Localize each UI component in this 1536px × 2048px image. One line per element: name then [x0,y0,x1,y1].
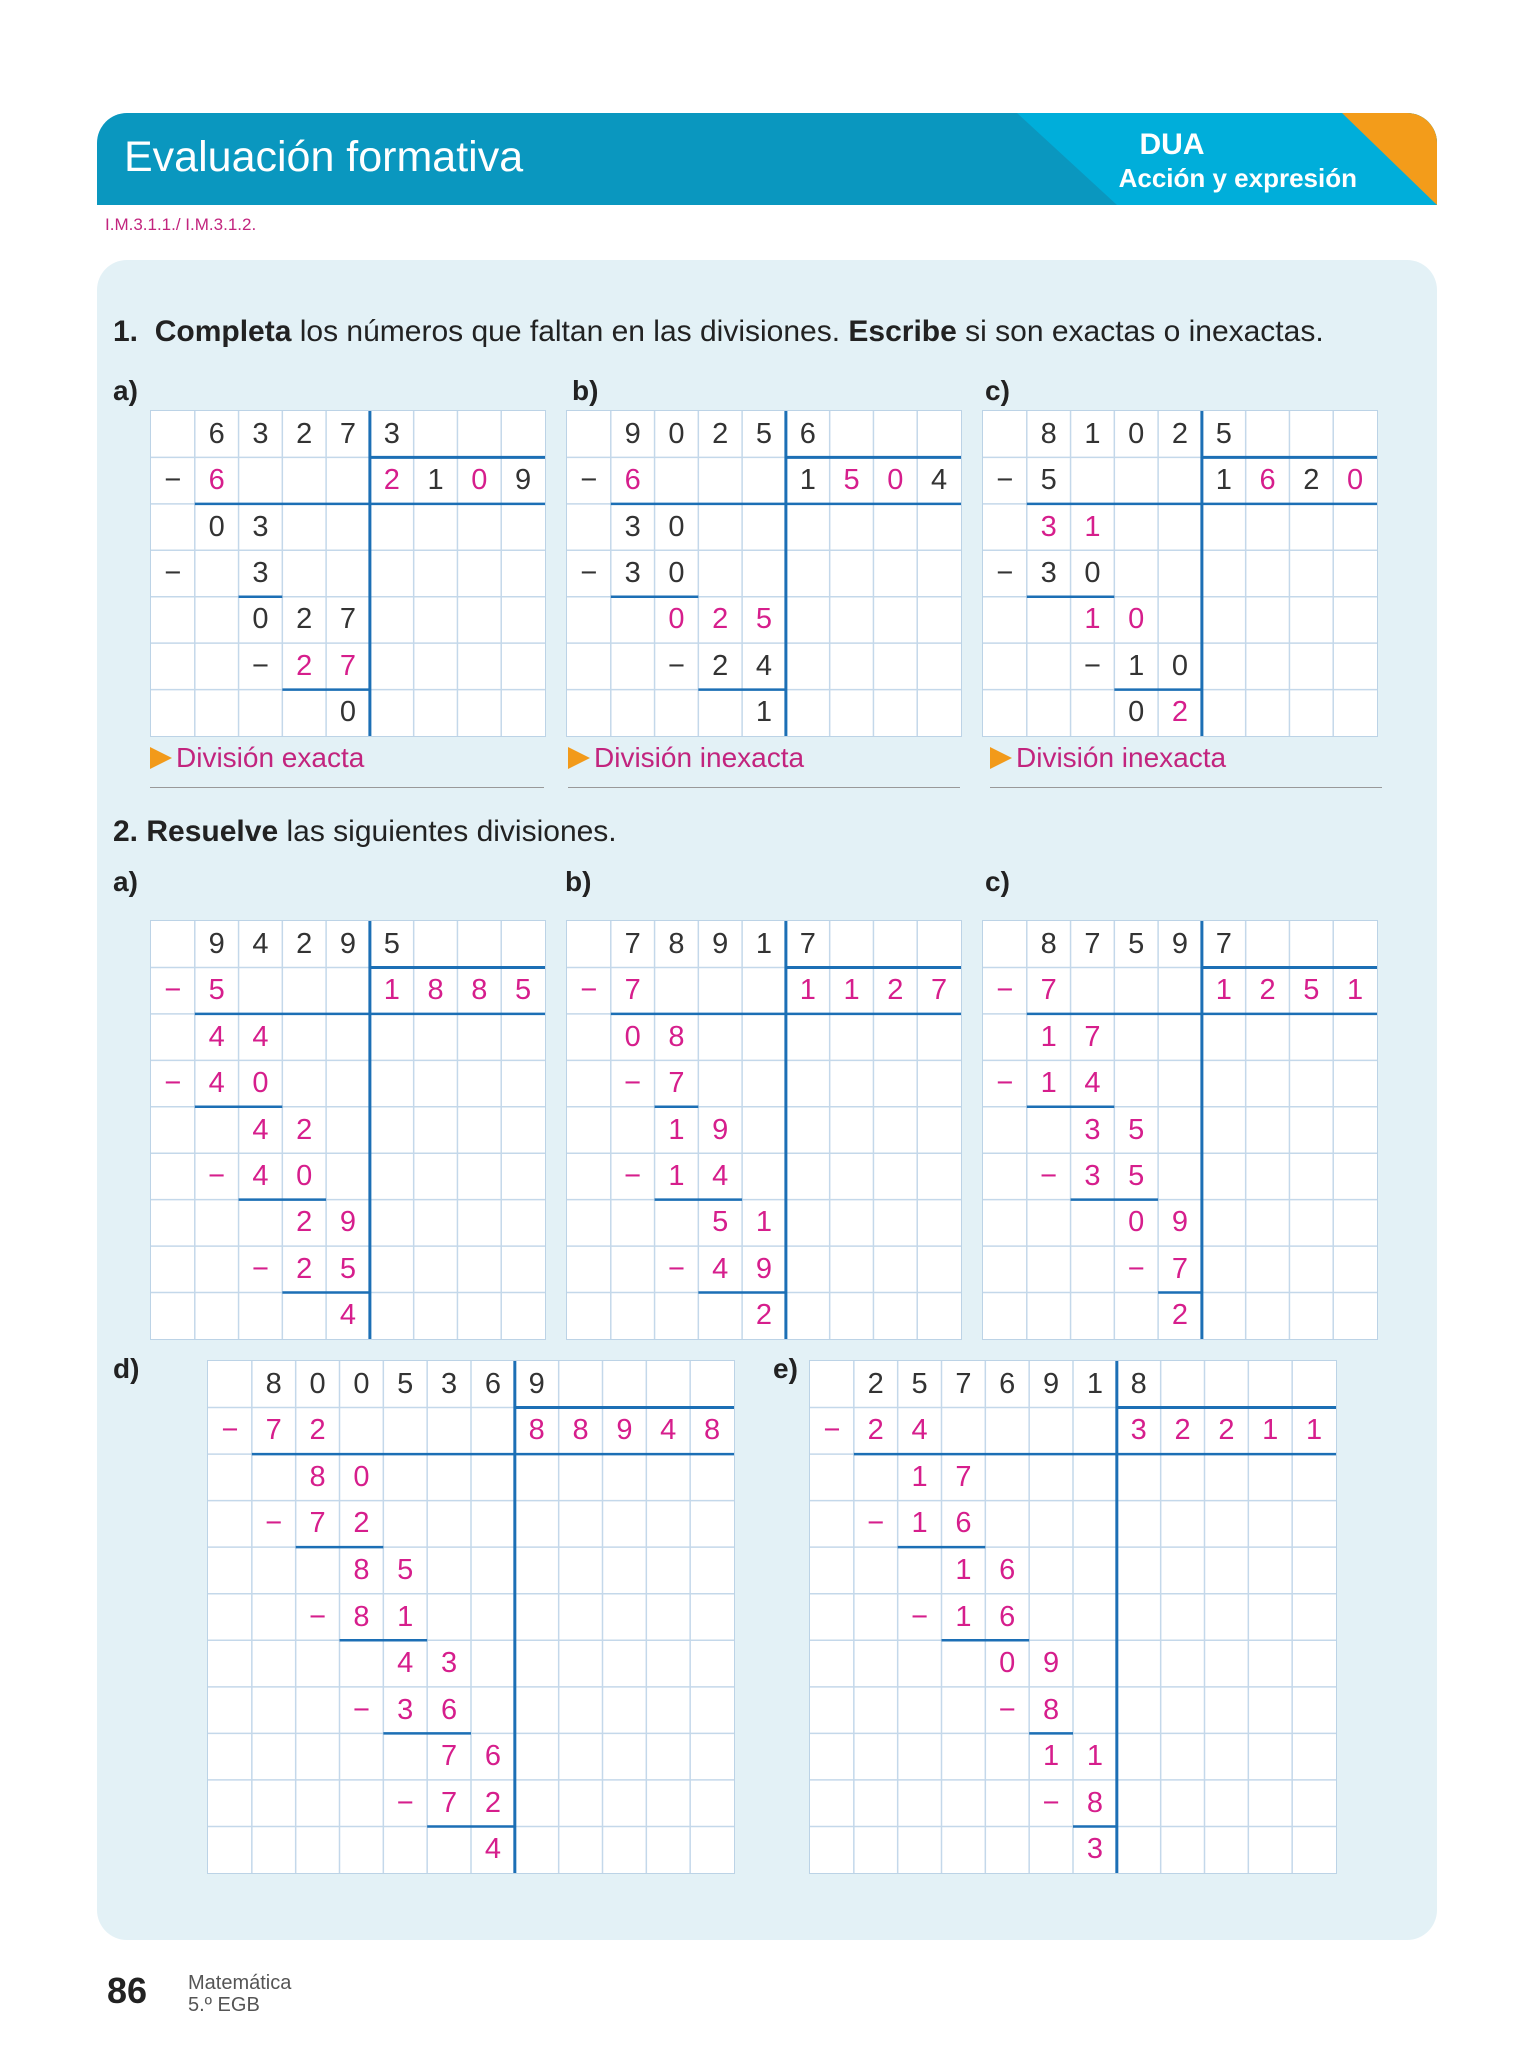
digit: 1 [1128,649,1145,682]
digit: 5 [397,1367,414,1400]
digit: 7 [799,927,816,960]
q2-label-a: a) [113,866,138,897]
minus-sign: − [667,649,685,682]
q2-label-b: b) [565,866,592,897]
digit: 7 [441,1740,458,1773]
minus-sign: − [164,464,182,497]
minus-sign: − [251,649,269,682]
digit: 0 [1128,603,1145,636]
division-grid-q1a [150,410,546,737]
q1b-result-text: División inexacta [594,742,805,773]
digit: 1 [955,1600,972,1633]
minus-sign: − [911,1600,929,1633]
digit: 9 [712,927,729,960]
digit: 0 [668,510,685,543]
minus-sign: − [221,1414,239,1447]
digit: 6 [624,464,641,497]
minus-sign: − [667,1252,685,1285]
digit: 5 [843,464,860,497]
digit: 2 [712,649,729,682]
digit: 2 [1171,696,1189,729]
q2-verb-solve: Resuelve [146,815,279,848]
digit: 1 [1215,464,1232,497]
digit: 8 [1040,927,1057,960]
division-grid-q2a [150,920,546,1340]
digit: 7 [1084,1020,1101,1053]
digit: 9 [755,1252,773,1285]
digit: 3 [1040,510,1057,543]
digit: 8 [704,1414,721,1447]
digit: 1 [755,927,773,960]
digit: 4 [1084,1067,1101,1100]
digit: 7 [265,1414,282,1447]
digit: 2 [296,1206,313,1239]
digit: 8 [572,1414,589,1447]
digit: 1 [1084,510,1101,543]
digit: 1 [755,1206,773,1239]
minus-sign: − [624,1159,642,1192]
digit: 1 [755,696,773,729]
digit: 4 [755,649,773,682]
q1-label-c: c) [985,375,1010,406]
minus-sign: − [1042,1786,1060,1819]
grade-level: 5.º EGB [188,1994,260,2016]
digit: 1 [1086,1740,1103,1773]
digit: 4 [911,1414,928,1447]
digit: 0 [471,464,488,497]
digit: 2 [1259,974,1276,1007]
digit: 6 [955,1507,972,1540]
digit: 5 [339,1252,357,1285]
digit: 4 [712,1252,729,1285]
q1-text1: los números que faltan en las divisiones. [299,315,841,348]
digit: 6 [999,1600,1016,1633]
digit: 2 [1171,1299,1189,1332]
digit: 7 [624,927,641,960]
digit: 7 [339,417,357,450]
answer-line [150,787,544,788]
q1b-result [568,742,804,774]
q2-instruction [113,815,617,849]
q1-label-b: b) [572,375,599,406]
q1-text2: si son exactas o inexactas. [965,315,1324,348]
minus-sign: − [823,1414,841,1447]
arrow-icon [990,747,1012,769]
digit: 8 [353,1600,370,1633]
digit: 0 [1347,464,1364,497]
digit: 1 [799,464,816,497]
q2-label-e: e) [773,1353,798,1384]
digit: 3 [252,557,269,589]
digit: 1 [1215,974,1232,1007]
digit: 1 [668,1159,685,1192]
digit: 2 [296,603,313,636]
digit: 4 [660,1414,677,1447]
digit: 1 [1084,603,1101,636]
digit: 0 [668,603,685,636]
footer-subject [188,1972,291,2016]
digit: 8 [265,1367,282,1400]
q1-verb-write: Escribe [848,315,957,348]
digit: 2 [712,603,729,636]
digit: 3 [624,557,641,589]
digit: 1 [843,974,860,1007]
digit: 4 [252,1113,269,1146]
q2-label-c: c) [985,866,1010,897]
digit: 7 [339,649,357,682]
digit: 8 [668,1020,685,1053]
minus-sign: − [998,1693,1016,1726]
digit: 3 [397,1693,414,1726]
digit: 4 [712,1159,729,1192]
digit: 0 [1128,1206,1145,1239]
q2-number: 2. [113,815,139,848]
digit: 8 [1086,1786,1103,1819]
digit: 7 [668,1067,685,1100]
digit: 9 [1171,927,1189,960]
minus-sign: − [580,974,598,1007]
digit: 3 [252,417,269,450]
digit: 2 [755,1299,773,1332]
minus-sign: − [624,1067,642,1100]
digit: 1 [427,464,444,497]
digit: 2 [309,1414,326,1447]
digit: 5 [755,603,773,636]
digit: 0 [1171,649,1189,682]
minus-sign: − [1127,1252,1145,1285]
digit: 0 [887,464,904,497]
division-grid-q2b [566,920,962,1340]
minus-sign: − [867,1507,885,1540]
digit: 0 [339,696,357,729]
digit: 0 [353,1367,370,1400]
minus-sign: − [396,1786,414,1819]
digit: 4 [252,1159,269,1192]
page-number: 86 [107,1970,148,2011]
digit: 9 [1171,1206,1189,1239]
digit: 7 [955,1460,972,1493]
digit: 8 [1130,1367,1147,1400]
digit: 1 [955,1553,972,1586]
digit: 1 [1262,1414,1279,1447]
minus-sign: − [352,1693,370,1726]
digit: 9 [624,417,641,450]
q1-verb-complete: Completa [154,315,292,348]
digit: 3 [1084,1113,1101,1146]
digit: 0 [1128,417,1145,450]
digit: 4 [931,464,948,497]
digit: 3 [441,1647,458,1680]
minus-sign: − [996,974,1014,1007]
minus-sign: − [164,557,182,589]
digit: 3 [1084,1159,1101,1192]
digit: 1 [397,1600,414,1633]
digit: 0 [1128,696,1145,729]
division-grid-q1b [566,410,962,737]
digit: 2 [712,417,729,450]
digit: 4 [339,1299,357,1332]
digit: 7 [441,1786,458,1819]
digit: 6 [208,417,225,450]
digit: 7 [624,974,641,1007]
digit: 9 [1043,1647,1060,1680]
q1a-result-text: División exacta [176,742,365,773]
dua-badge-subtitle: Acción y expresión [1118,163,1357,193]
digit: 1 [1040,1067,1057,1100]
digit: 0 [624,1020,641,1053]
digit: 8 [427,974,444,1007]
digit: 5 [755,417,773,450]
digit: 9 [1043,1367,1060,1400]
digit: 8 [1043,1693,1060,1726]
page-title: Evaluación formativa [124,133,524,181]
minus-sign: − [580,557,598,589]
digit: 0 [1084,557,1101,589]
digit: 3 [1086,1833,1103,1866]
digit: 5 [1128,1159,1145,1192]
digit: 5 [1303,974,1320,1007]
digit: 7 [1040,974,1057,1007]
q1-instruction [113,315,1324,349]
digit: 9 [339,927,357,960]
digit: 6 [999,1367,1016,1400]
digit: 2 [1171,417,1189,450]
digit: 7 [1084,927,1101,960]
subject-name: Matemática [188,1972,292,1994]
digit: 2 [867,1414,884,1447]
digit: 4 [397,1647,414,1680]
answer-line [568,787,960,788]
digit: 2 [887,974,904,1007]
minus-sign: − [265,1507,283,1540]
digit: 2 [484,1786,501,1819]
minus-sign: − [164,1067,182,1100]
digit: 7 [1215,927,1232,960]
digit: 3 [252,510,269,543]
digit: 4 [208,1020,225,1053]
digit: 2 [296,1113,313,1146]
digit: 7 [309,1507,326,1540]
digit: 4 [252,927,269,960]
digit: 1 [1306,1414,1323,1447]
digit: 1 [911,1507,928,1540]
digit: 4 [252,1020,269,1053]
digit: 6 [1259,464,1276,497]
digit: 7 [1171,1252,1189,1285]
digit: 6 [484,1740,501,1773]
minus-sign: − [208,1159,226,1192]
minus-sign: − [996,1067,1014,1100]
digit: 0 [999,1647,1016,1680]
minus-sign: − [251,1252,269,1285]
minus-sign: − [580,464,598,497]
digit: 3 [1040,557,1057,589]
digit: 0 [296,1159,313,1192]
q1c-result [990,742,1226,774]
digit: 2 [383,464,400,497]
digit: 2 [296,649,313,682]
digit: 6 [799,417,816,450]
minus-sign: − [996,464,1014,497]
indicator-codes: I.M.3.1.1./ I.M.3.1.2. [105,215,257,234]
minus-sign: − [996,557,1014,589]
digit: 2 [1218,1414,1235,1447]
digit: 8 [528,1414,545,1447]
digit: 5 [712,1206,729,1239]
q2-text: las siguientes divisiones. [286,815,617,848]
dua-badge-title: DUA [1139,128,1205,161]
division-grid-q2c [982,920,1378,1340]
digit: 1 [1040,1020,1057,1053]
digit: 1 [799,974,816,1007]
digit: 0 [252,603,269,636]
digit: 8 [471,974,488,1007]
digit: 2 [353,1507,370,1540]
q1-number: 1. [113,315,139,348]
digit: 5 [383,927,400,960]
digit: 5 [1128,927,1145,960]
minus-sign: − [1083,649,1101,682]
q1-label-a: a) [113,375,138,406]
digit: 6 [441,1693,458,1726]
digit: 8 [309,1460,326,1493]
digit: 1 [1086,1367,1103,1400]
answer-line [990,787,1382,788]
digit: 6 [208,464,225,497]
arrow-icon [150,747,172,769]
minus-sign: − [164,974,182,1007]
digit: 5 [208,974,225,1007]
digit: 3 [441,1367,458,1400]
digit: 8 [668,927,685,960]
digit: 1 [1043,1740,1060,1773]
digit: 8 [353,1553,370,1586]
digit: 2 [1174,1414,1191,1447]
digit: 9 [208,927,225,960]
grid-lines [151,411,545,736]
digit: 9 [339,1206,357,1239]
digit: 5 [1215,417,1232,450]
digit: 4 [208,1067,225,1100]
digit: 9 [528,1367,545,1400]
digit: 7 [931,974,948,1007]
digit: 0 [668,557,685,589]
digit: 3 [624,510,641,543]
digit: 1 [1084,417,1101,450]
digit: 1 [383,974,400,1007]
digit: 5 [911,1367,928,1400]
digit: 5 [1128,1113,1145,1146]
division-grid-q2e [809,1360,1337,1874]
digit: 9 [712,1113,729,1146]
q2-label-d: d) [113,1353,140,1384]
digit: 2 [296,1252,313,1285]
digit: 5 [1040,464,1057,497]
digit: 3 [1130,1414,1147,1447]
q1a-result [150,742,364,774]
digit: 8 [1040,417,1057,450]
digit: 6 [484,1367,501,1400]
q1c-result-text: División inexacta [1016,742,1227,773]
digit: 5 [515,974,532,1007]
digit: 7 [955,1367,972,1400]
minus-sign: − [1040,1159,1058,1192]
division-grid-q2d [207,1360,735,1874]
digit: 2 [296,927,313,960]
digit: 2 [867,1367,884,1400]
digit: 7 [339,603,357,636]
digit: 3 [383,417,400,450]
minus-sign: − [309,1600,327,1633]
digit: 1 [911,1460,928,1493]
digit: 0 [309,1367,326,1400]
arrow-icon [568,747,590,769]
digit: 9 [616,1414,633,1447]
digit: 5 [397,1553,414,1586]
digit: 0 [668,417,685,450]
digit: 0 [353,1460,370,1493]
digit: 2 [296,417,313,450]
digit: 4 [484,1833,501,1866]
digit: 1 [668,1113,685,1146]
digit: 0 [208,510,225,543]
digit: 0 [252,1067,269,1100]
digit: 1 [1347,974,1364,1007]
section-header [97,113,1437,205]
digit: 6 [999,1553,1016,1586]
digit: 2 [1303,464,1320,497]
division-grid-q1c [982,410,1378,737]
digit: 9 [515,464,532,497]
